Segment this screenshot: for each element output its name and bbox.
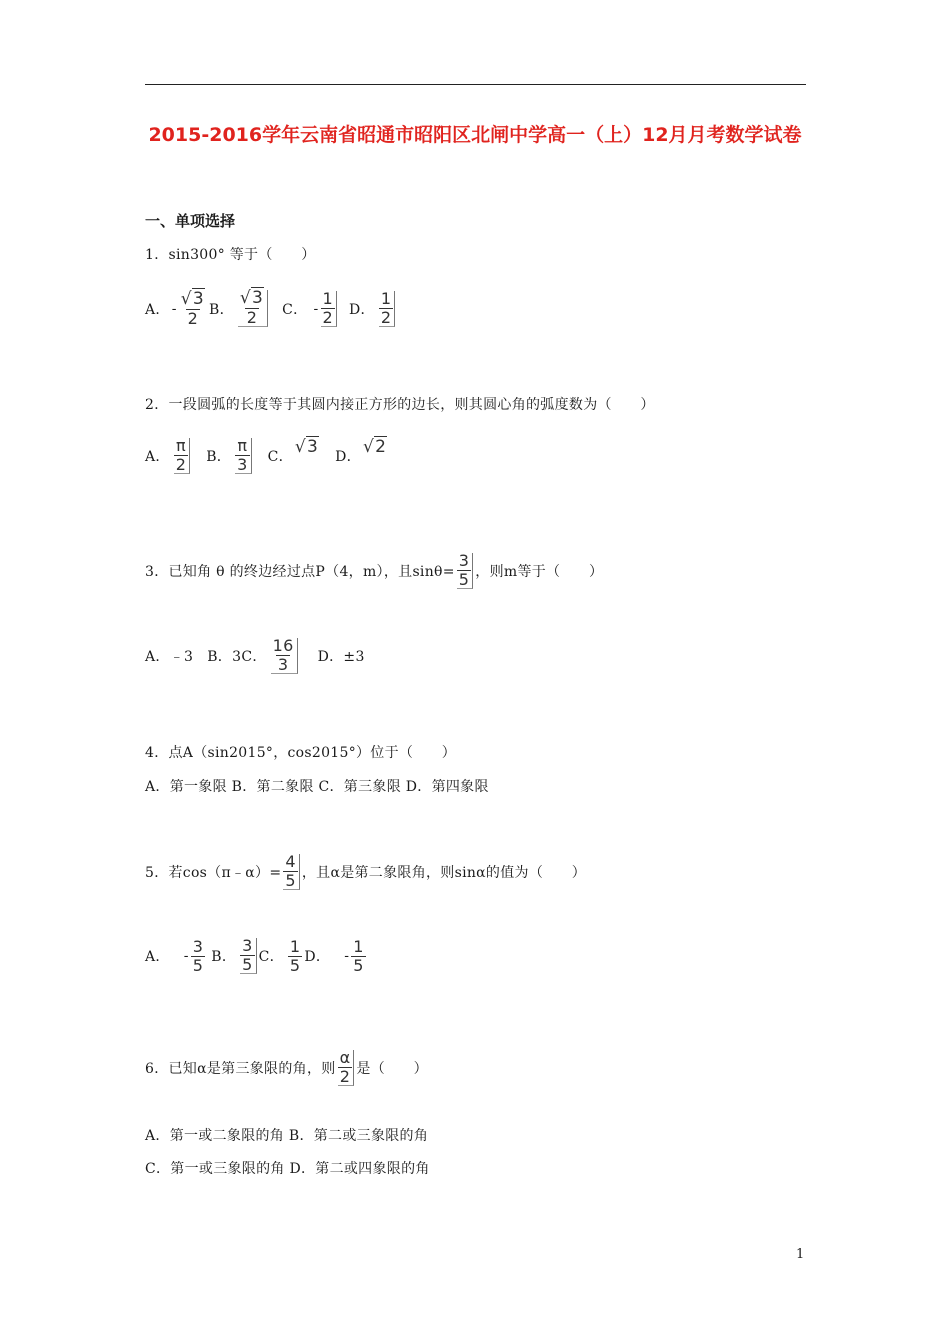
option-c-label: C． (258, 949, 284, 965)
sqrt-icon: √3 (239, 288, 264, 308)
option-d-label: D． (304, 949, 331, 965)
option-a-sign: - (183, 948, 189, 964)
option-a-fraction: $\frac{\pi}{2}$ (174, 438, 190, 474)
question-3-fraction: $\frac{3}{5}$ (457, 553, 473, 589)
option-a-label: A． (145, 949, 170, 965)
page-number: 1 (796, 1247, 805, 1262)
question-5-stem (145, 854, 586, 890)
option-d-fraction: $\frac{1}{2}$ (379, 291, 395, 327)
sqrt-icon: √2 (362, 437, 387, 457)
question-6-stem (145, 1050, 428, 1086)
question-3-stem (145, 553, 603, 589)
option-a-label: A． (145, 449, 170, 465)
question-6-fraction: $\frac{\alpha}{2}$ (338, 1050, 355, 1086)
option-a-sign: - (171, 300, 177, 317)
option-d-sign: - (344, 948, 350, 964)
option-a: A．﹣3 (145, 649, 194, 665)
question-4-stem: 4．点A（sin2015°，cos2015°）位于（ ） (145, 745, 457, 761)
option-c-fraction: $\frac{1}{5}$ (289, 936, 301, 975)
option-b-label: B． (206, 449, 232, 465)
question-6-options-line-1: A．第一或二象限的角 B．第二或三象限的角 (145, 1128, 429, 1144)
option-b-label: B． (211, 949, 237, 965)
option-b-fraction: $\frac{√3}{2}$ (238, 290, 268, 327)
question-5-options (145, 938, 368, 974)
option-d-label: D． (349, 301, 375, 318)
question-6-options-line-2: C．第一或三象限的角 D．第二或四象限的角 (145, 1161, 430, 1177)
option-c-fraction: $\frac{16}{3}$ (271, 638, 298, 674)
option-a-fraction: $\frac{√3}{2}$ (180, 288, 205, 328)
option-c-label: C． (282, 301, 308, 318)
option-a-label: A． (145, 301, 170, 318)
page-title: 2015-2016学年云南省昭通市昭阳区北闸中学高一（上）12月月考数学试卷 (148, 124, 802, 146)
option-b-fraction: $\frac{3}{5}$ (240, 938, 256, 974)
question-6-stem-text: 6．已知α是第三象限的角，则 (145, 1061, 336, 1077)
sqrt-icon: √3 (294, 437, 319, 457)
question-5-fraction: $\frac{4}{5}$ (283, 854, 299, 890)
option-b-fraction: $\frac{\pi}{3}$ (235, 438, 251, 474)
option-c-sign: - (313, 300, 319, 317)
question-2-options (145, 438, 387, 474)
header-rule (145, 84, 806, 85)
question-4-options: A．第一象限 B．第二象限 C．第三象限 D．第四象限 (145, 779, 489, 795)
option-c-label: C． (267, 449, 293, 465)
option-d-label: D． (335, 449, 361, 465)
sqrt-icon: √3 (180, 288, 205, 309)
option-b-label: B． (209, 301, 234, 318)
question-2-stem: 2．一段圆弧的长度等于其圆内接正方形的边长，则其圆心角的弧度数为（ ） (145, 397, 655, 413)
question-1-options (145, 290, 397, 327)
question-3-stem-text: 3．已知角 θ 的终边经过点P（4，m），且sinθ= (145, 564, 455, 580)
option-c-label: C． (241, 649, 267, 665)
question-6-stem-tail: 是（ ） (356, 1061, 428, 1077)
question-5-stem-tail: ，且α是第二象限角，则sinα的值为（ ） (301, 865, 587, 881)
question-3-stem-tail: ，则m等于（ ） (475, 564, 604, 580)
option-d-fraction: $\frac{1}{5}$ (353, 936, 364, 975)
option-d: D．±3 (317, 649, 365, 665)
option-a-fraction: $\frac{3}{5}$ (192, 936, 204, 975)
section-heading: 一、单项选择 (145, 212, 236, 230)
question-5-stem-text: 5．若cos（π﹣α）= (145, 865, 282, 881)
option-c-fraction: $\frac{1}{2}$ (321, 291, 337, 327)
question-1-stem: 1．sin300° 等于（ ） (145, 247, 316, 263)
option-b: B．3 (207, 649, 242, 665)
question-3-options (145, 638, 365, 674)
